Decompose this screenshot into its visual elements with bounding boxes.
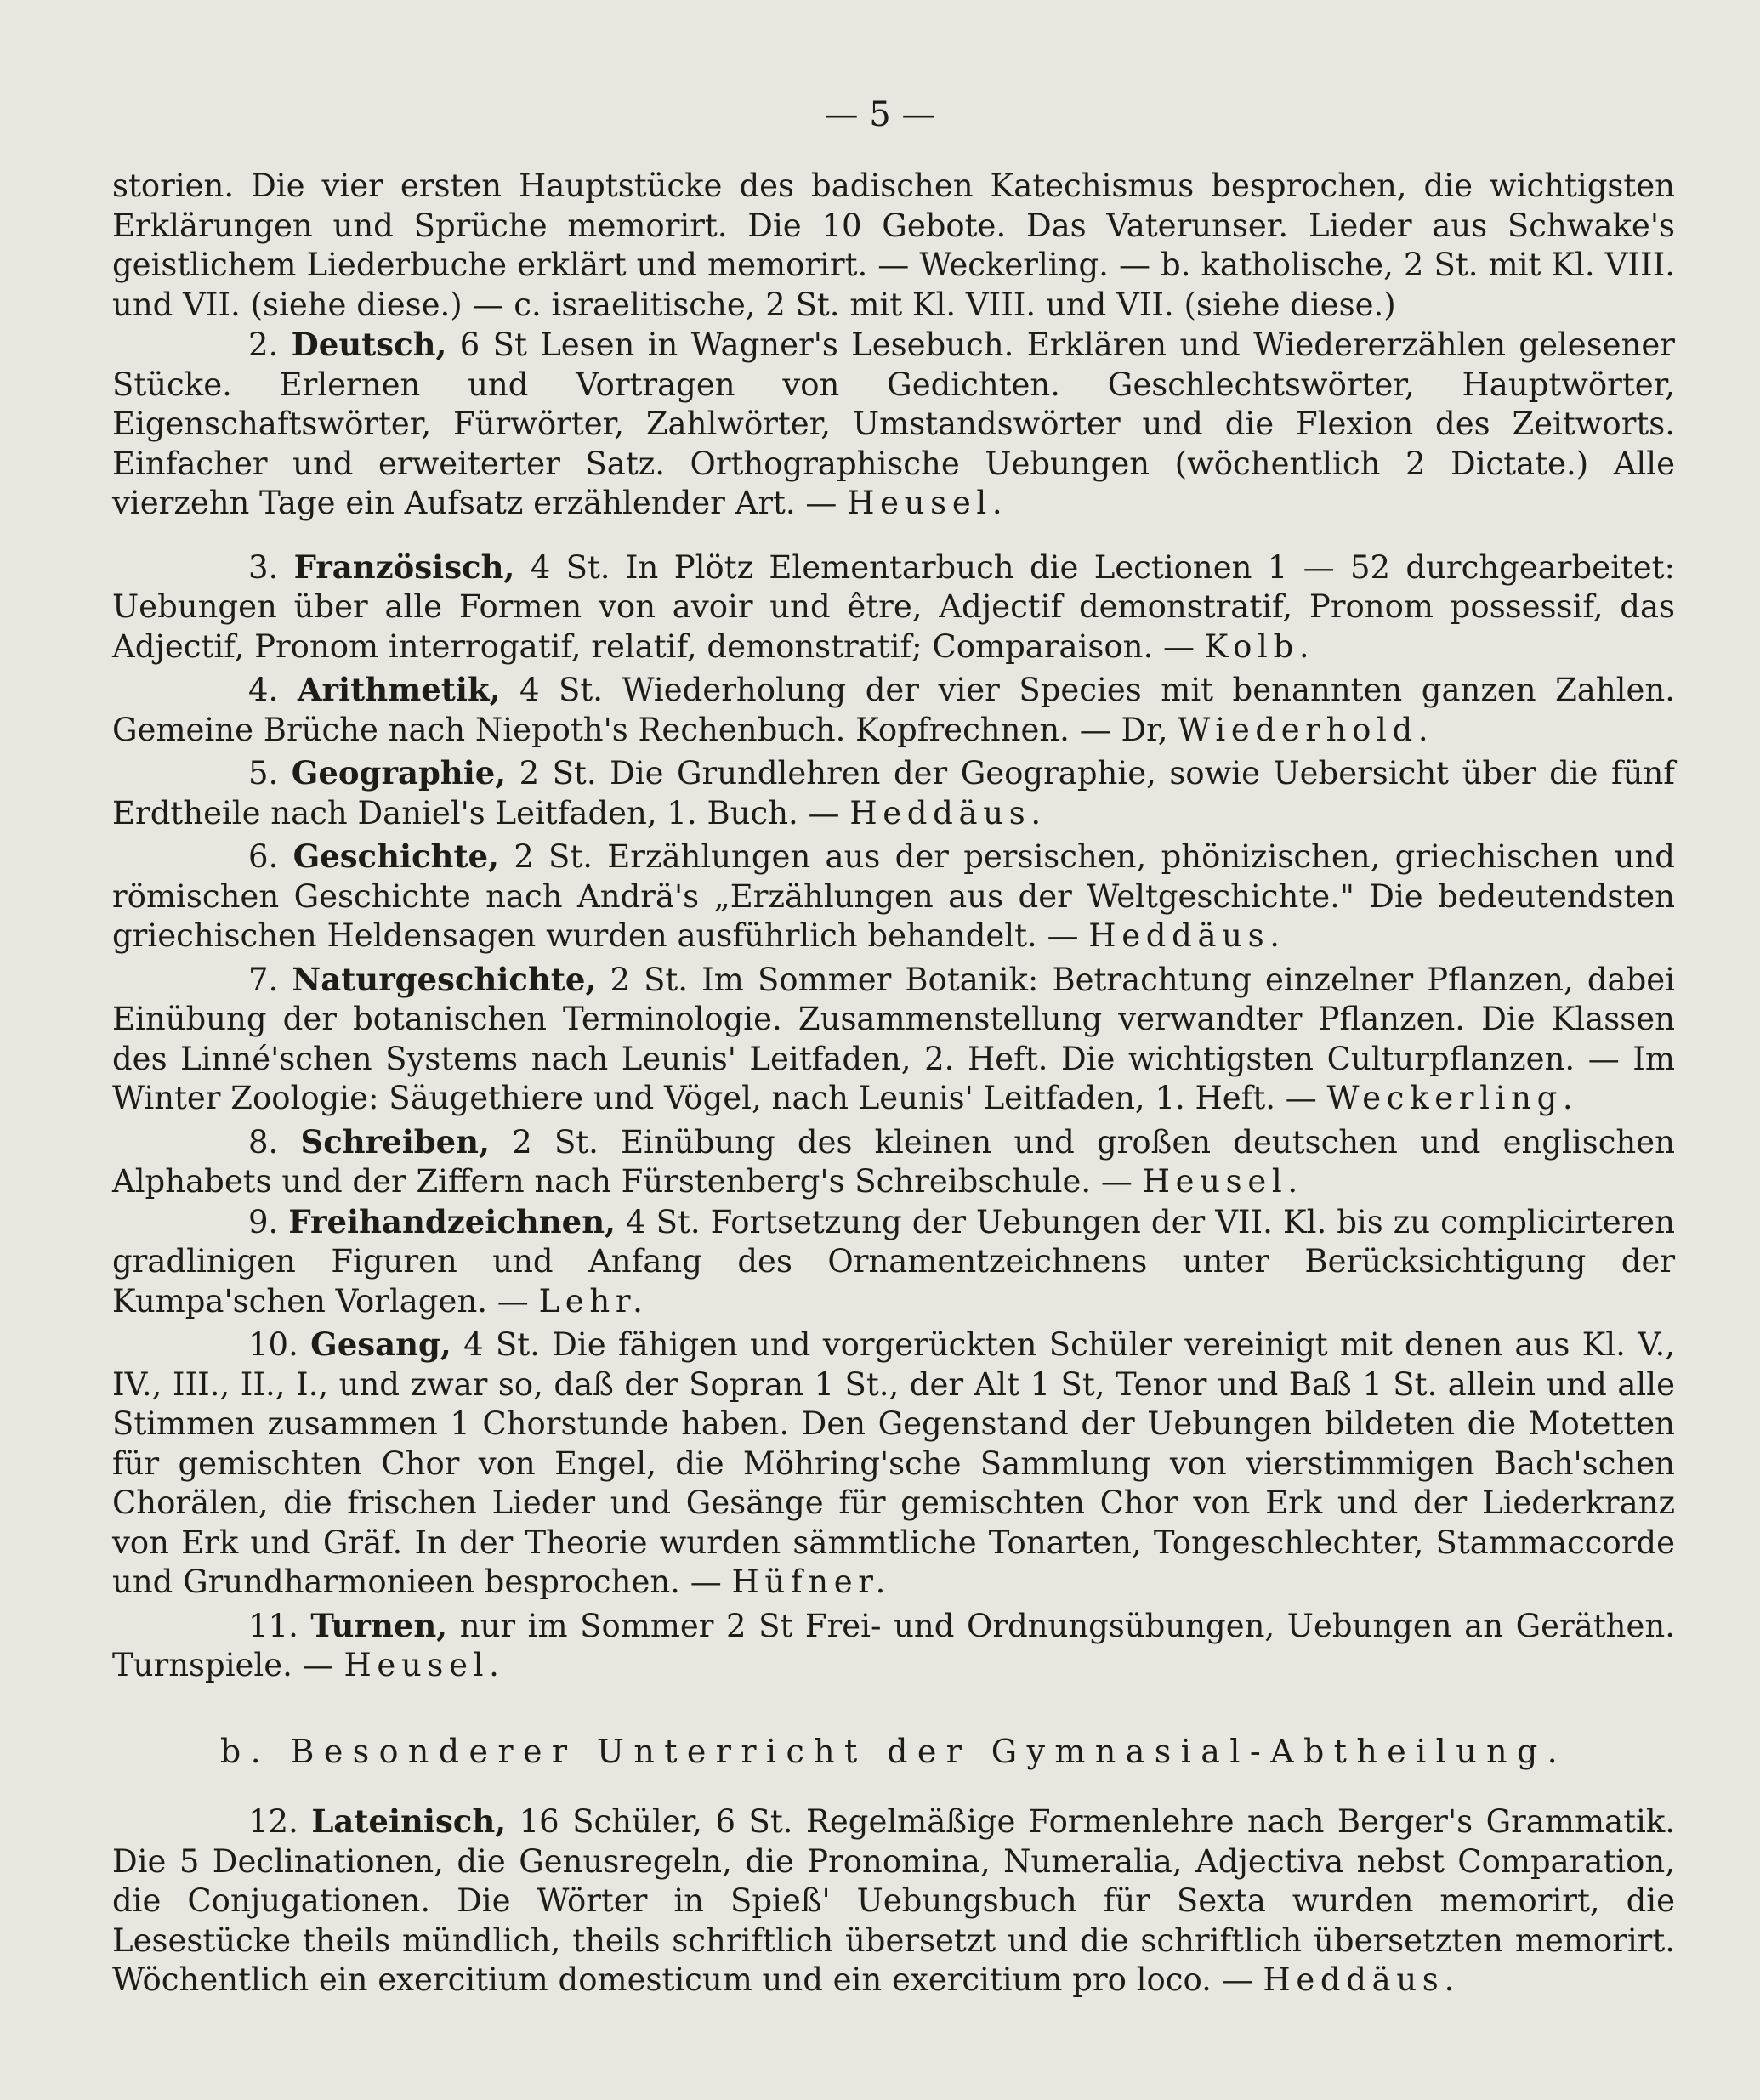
subject-number: 11. <box>248 1607 298 1644</box>
subject-geschichte <box>112 837 1675 956</box>
subject-number: 8. <box>248 1123 279 1161</box>
teacher-name: Heddäus. <box>849 794 1047 831</box>
subject-number: 12. <box>248 1803 298 1840</box>
intro-paragraph: storien. Die vier ersten Hauptstücke des badischen Katechismus besprochen, die wichtigsten Erklärungen und Sprüche memorirt. Die 10 Gebote. Das Vaterunser. Lieder aus Schwake's geistlichem Liederbuche erklärt und memorirt. — Weckerling. — b. katholische, 2 St. mit Kl. VIII. und VII. (siehe diese.) — c. israelitische, 2 St. mit Kl. VIII. und VII. (siehe diese.) <box>112 167 1675 323</box>
subject-text: 2 St. Im Sommer Botanik: Betrachtung einzelner Pflanzen, dabei Einübung der botanischen Terminologie. Zusammenstellung verwandter Pflanzen. Die Klassen des Linné'schen Systems nach Leunis' Leitfaden, 2. Heft. Die wichtigsten Culturpflanzen. — Im Winter Zoologie: Säugethiere und Vögel, nach Leunis' Leitfaden, 1. Heft. — <box>112 961 1675 1116</box>
page-number: — 5 — <box>824 95 936 134</box>
subject-text: 2 St. Einübung des kleinen und großen deutschen und englischen Alphabets und der Ziffern nach Fürstenberg's Schreibschule. — <box>112 1123 1675 1200</box>
teacher-name: Heddäus. <box>1088 917 1286 954</box>
subject-title: Geschichte, <box>292 837 499 875</box>
teacher-name: Wiederhold. <box>1178 711 1434 748</box>
subject-title: Gesang, <box>310 1325 451 1363</box>
teacher-name: Heusel. <box>847 485 1008 521</box>
subject-number: 7. <box>248 961 279 998</box>
subject-title: Deutsch, <box>291 326 447 363</box>
teacher-name: Heusel. <box>343 1647 505 1683</box>
teacher-name: Hüfner. <box>731 1564 891 1600</box>
subject-franzoesisch <box>112 548 1675 667</box>
subject-freihandzeichnen <box>112 1202 1675 1322</box>
subject-text: 2 St. Die Grundlehren der Geographie, sowie Uebersicht über die fünf Erdtheile nach Daniel's Leitfaden, 1. Buch. — <box>112 755 1675 831</box>
subject-schreiben <box>112 1122 1675 1202</box>
subject-turnen <box>112 1606 1675 1686</box>
page-content <box>112 167 1675 2001</box>
subject-title: Freihandzeichnen, <box>288 1202 616 1240</box>
subject-title: Französisch, <box>293 548 515 586</box>
subject-deutsch <box>112 325 1675 524</box>
subject-lateinisch <box>112 1802 1675 2001</box>
subject-gesang <box>112 1325 1675 1603</box>
teacher-name: Weckerling. <box>1326 1080 1579 1116</box>
subject-title: Schreiben, <box>300 1122 490 1161</box>
subject-title: Turnen, <box>310 1606 448 1644</box>
subject-number: 10. <box>248 1326 298 1363</box>
subject-text: 2 St. Erzählungen aus der persischen, phönizischen, griechischen und römischen Geschichte nach Andrä's „Erzählungen aus der Weltgeschichte." Die bedeutendsten griechischen Heldensagen wurden ausführlich behandelt. — <box>112 838 1675 954</box>
subject-text: 4 St. Die fähigen und vorgerückten Schüler vereinigt mit denen aus Kl. V., IV., III., II., I., und zwar so, daß der Sopran 1 St., der Alt 1 St, Tenor und Baß 1 St. allein und alle Stimmen zusammen 1 Chorstunde haben. Den Gegenstand der Uebungen bildeten die Motetten für gemischten Chor von Engel, die Möhring'sche Sammlung von vierstimmigen Bach'schen Chorälen, die frischen Lieder und Gesänge für gemischten Chor von Erk und der Liederkranz von Erk und Gräf. In der Theorie wurden sämmtliche Tonarten, Tongeschlechter, Stammaccorde und Grundharmonieen besprochen. — <box>112 1326 1675 1600</box>
subject-title: Naturgeschichte, <box>292 960 597 998</box>
subject-text: nur im Sommer 2 St Frei- und Ordnungsübungen, Uebungen an Geräthen. Turnspiele. — <box>112 1607 1675 1683</box>
subject-number: 6. <box>248 838 279 875</box>
subject-number: 2. <box>248 326 279 363</box>
section-heading: b. Besonderer Unterricht der Gymnasial-Abtheilung. <box>219 1732 1568 1770</box>
teacher-name: Kolb. <box>1204 627 1315 665</box>
subject-naturgeschichte <box>112 960 1675 1119</box>
teacher-name: Heusel. <box>1142 1163 1303 1200</box>
subject-text: 6 St Lesen in Wagner's Lesebuch. Erklären und Wiedererzählen gelesener Stücke. Erlernen und Vortragen von Gedichten. Geschlechtswörter, Hauptwörter, Eigenschaftswörter, Fürwörter, Zahlwörter, Umstandswörter und die Flexion des Zeitworts. Einfacher und erweiterter Satz. Orthographische Uebungen (wöchentlich 2 Dictate.) Alle vierzehn Tage ein Aufsatz erzählender Art. — <box>112 326 1675 521</box>
subject-title: Lateinisch, <box>311 1802 507 1840</box>
subject-arithmetik <box>112 670 1675 750</box>
teacher-name: Lehr. <box>538 1282 649 1320</box>
subject-title: Arithmetik, <box>297 671 501 708</box>
subject-text: 4 St. Fortsetzung der Uebungen der VII. Kl. bis zu complicirteren gradlinigen Figuren und Anfang des Ornamentzeichnens unter Berücksichtigung der Kumpa'schen Vorlagen. — <box>112 1203 1675 1320</box>
subject-title: Geographie, <box>291 754 507 792</box>
subject-number: 5. <box>248 755 279 792</box>
subject-text: 4 St. In Plötz Elementarbuch die Lectionen 1 — 52 durchgearbeitet: Uebungen über alle Formen von avoir und être, Adjectif demonstratif, Pronom possessif, das Adjectif, Pronom interrogatif, relatif, demonstratif; Comparaison. — <box>112 548 1676 665</box>
subject-geographie <box>112 753 1675 833</box>
teacher-name: Heddäus. <box>1263 1961 1460 1998</box>
subject-number: 9. <box>248 1203 279 1240</box>
subject-number: 4. <box>248 672 279 708</box>
subject-number: 3. <box>248 548 279 586</box>
subject-text: 16 Schüler, 6 St. Regelmäßige Formenlehre nach Berger's Grammatik. Die 5 Declinationen, die Genusregeln, die Pronomina, Numeralia, Adjectiva nebst Comparation, die Conjugationen. Die Wörter in Spieß' Uebungsbuch für Sexta wurden memorirt, die Lesestücke theils mündlich, theils schriftlich übersetzt und die schriftlich übersetzten memorirt. Wöchentlich ein exercitium domesticum und ein exercitium pro loco. — <box>112 1803 1676 1998</box>
subject-text: 4 St. Wiederholung der vier Species mit benannten ganzen Zahlen. Gemeine Brüche nach Niepoth's Rechenbuch. Kopfrechnen. — Dr, <box>112 672 1676 748</box>
